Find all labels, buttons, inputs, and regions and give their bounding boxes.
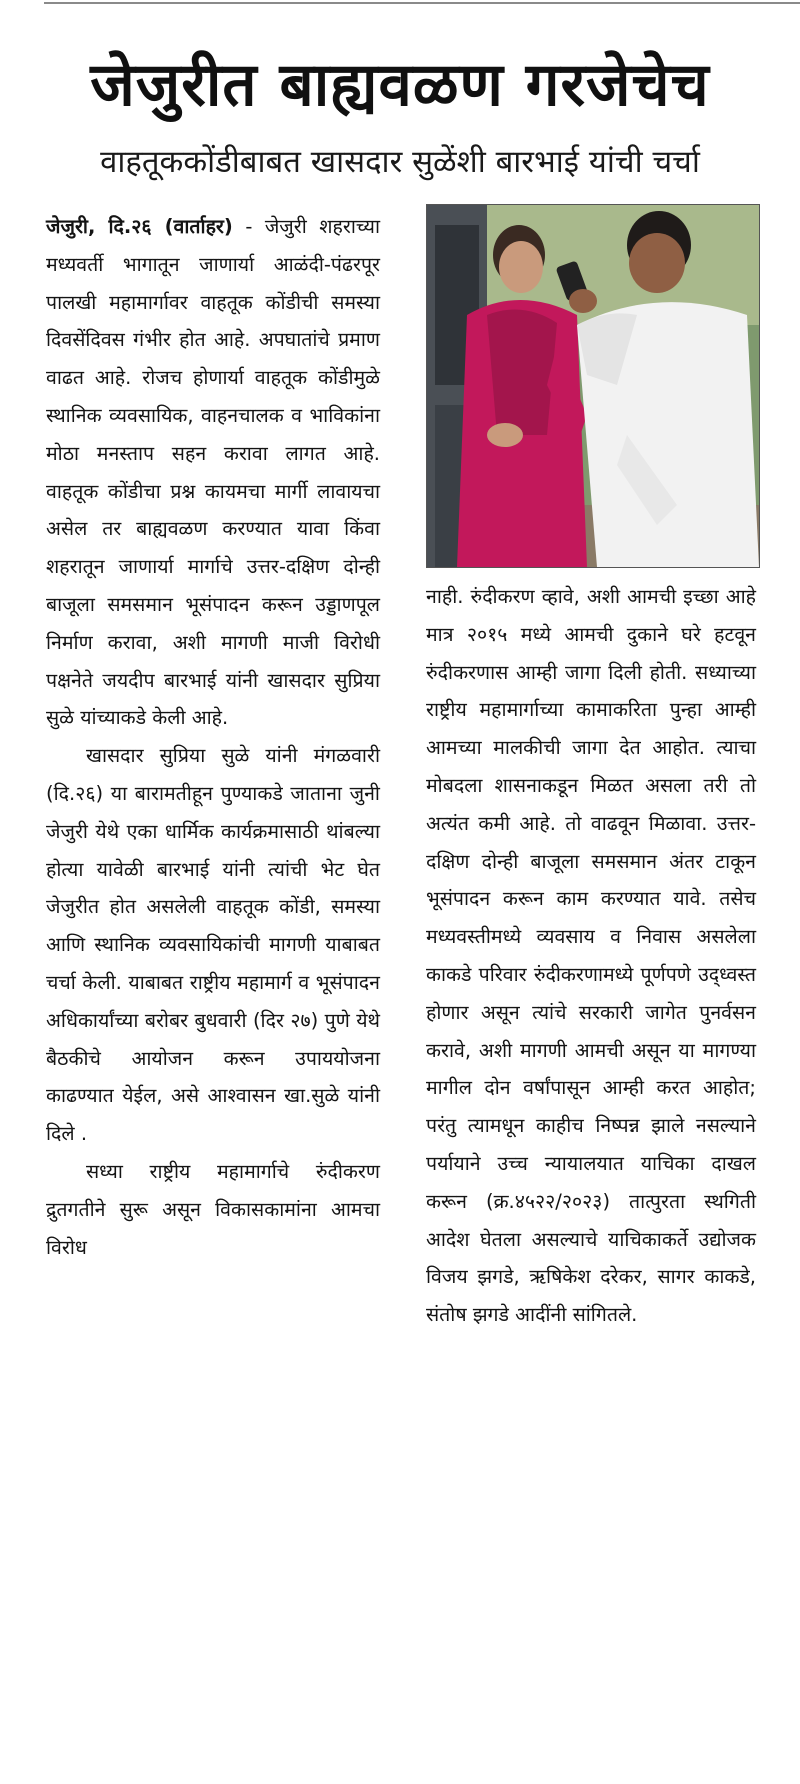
news-photo — [426, 204, 760, 568]
article-paragraph-1-text: - जेजुरी शहराच्या मध्यवर्ती भागातून जाणार्या आळंदी-पंढरपूर पालखी महामार्गावर वाहतूक कोंडीची समस्या दिवसेंदिवस गंभीर होत आहे. अपघातांचे प्रमाण वाढत आहे. रोजच होणार्या वाहतूक कोंडीमुळे स्थानिक व्यवसायिक, वाहनचालक व भाविकांना मोठा मनस्ताप सहन करावा लागत आहे. वाहतूक कोंडीचा प्रश्न कायमचा मार्गी लावायचा असेल तर बाह्यवळण करण्यात यावा किंवा शहरातून जाणार्या मार्गाचे उत्तर-दक्षिण दोन्ही बाजूला समसमान भूसंपादन करून उड्डाणपूल निर्माण करावा, अशी मागणी माजी विरोधी पक्षनेते जयदीप बारभाई यांनी खासदार सुप्रिया सुळे यांच्याकडे केली आहे. — [46, 215, 380, 730]
subheadline: वाहतूककोंडीबाबत खासदार सुळेंशी बारभाई यांची चर्चा — [100, 144, 700, 180]
article-paragraph-4: नाही. रुंदीकरण व्हावे, अशी आमची इच्छा आहे मात्र २०१५ मध्ये आमची दुकाने घरे हटवून रुंदीकरणास आम्ही जागा दिली होती. सध्याच्या राष्ट्रीय महामार्गाच्या कामाकरिता पुन्हा आम्ही आमच्या मालकीची जागा देत आहोत. त्याचा मोबदला शासनाकडून मिळत असला तरी तो अत्यंत कमी आहे. तो वाढवून मिळावा. उत्तर-दक्षिण दोन्ही बाजूला समसमान अंतर टाकून भूसंपादन करून काम करण्यात यावे. तसेच मध्यवस्तीमध्ये व्यवसाय व निवास असलेला काकडे परिवार रुंदीकरणामध्ये पूर्णपणे उद्ध्वस्त होणार असून त्यांचे सरकारी जागेत पुनर्वसन करावे, अशी मागणी आमची असून या मागण्या मागील दोन वर्षांपासून आम्ही करत आहोत; परंतु त्यामधून काहीच निष्पन्न झाले नसल्याने पर्यायाने उच्च न्यायालयात याचिका दाखल करून (क्र.४५२२/२०२३) तात्पुरता स्थगिती आदेश घेतला असल्याचे याचिकाकर्ते उद्योजक विजय झगडे, ऋषिकेश दरेकर, सागर काकडे, संतोष झगडे आदींनी सांगितले. — [426, 585, 756, 1327]
article-paragraph-1 — [46, 208, 380, 737]
dateline: जेजुरी, दि.२६ (वार्ताहर) — [46, 215, 233, 238]
article-paragraph-2: खासदार सुप्रिया सुळे यांनी मंगळवारी (दि.२६) या बारामतीहून पुण्याकडे जाताना जुनी जेजुरी येथे एका धार्मिक कार्यक्रमासाठी थांबल्या होत्या यावेळी बारभाई यांनी त्यांची भेट घेत जेजुरीत होत असलेली वाहतूक कोंडी, समस्या आणि स्थानिक व्यवसायिकांची मागणी याबाबत चर्चा केली. याबाबत राष्ट्रीय महामार्ग व भूसंपादन अधिकार्यांच्या बरोबर बुधवारी (दिर २७) पुणे येथे बैठकीचे आयोजन करून उपाययोजना काढण्यात येईल, असे आश्वासन खा.सुळे यांनी दिले . — [46, 744, 380, 1146]
photo-illustration — [427, 205, 759, 567]
article-column-left — [46, 208, 380, 1266]
article-column-right — [426, 578, 756, 1334]
top-rule — [44, 2, 800, 4]
article-paragraph-3: सध्या राष्ट्रीय महामार्गाचे रुंदीकरण द्रुतगतीने सुरू असून विकासकामांना आमचा विरोध — [46, 1159, 380, 1259]
headline: जेजुरीत बाह्यवळण गरजेचेच — [90, 50, 710, 120]
